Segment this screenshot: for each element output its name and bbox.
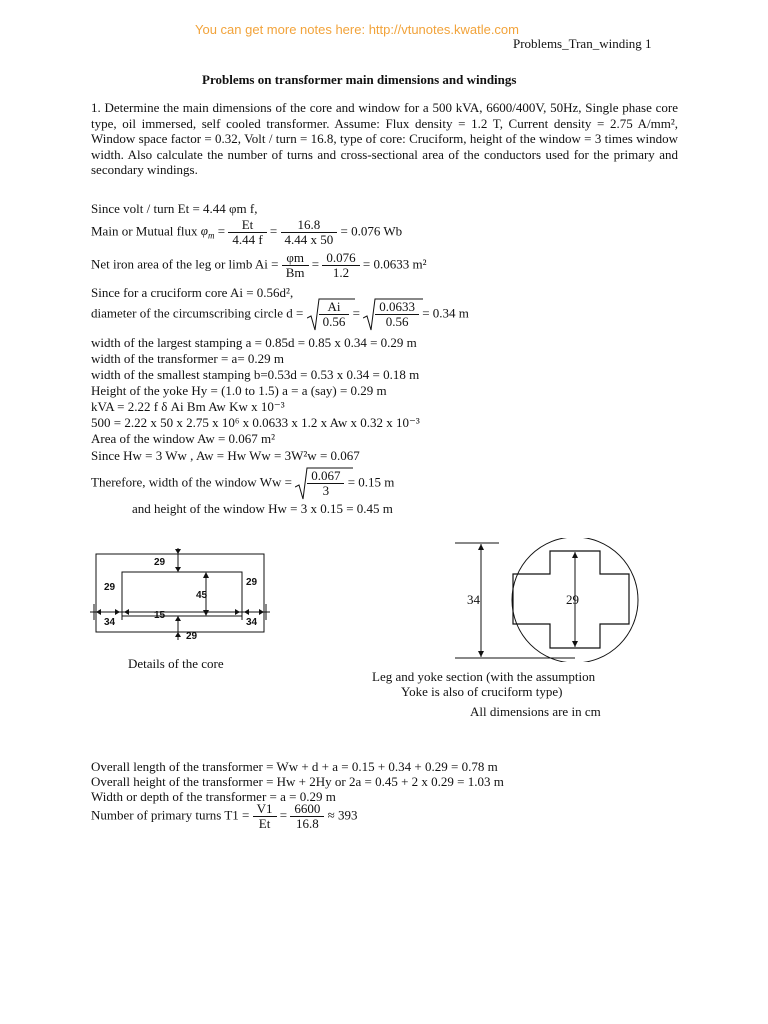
page-title: Problems on transformer main dimensions and windings (202, 72, 517, 87)
line-window-area: Area of the window Aw = 0.067 m² (91, 431, 276, 446)
core-dim-left-limb: 29 (104, 582, 116, 593)
window-height-eq: and height of the window Hw = 3 x 0.15 = 0.45 m (132, 501, 393, 516)
overall-height: Overall height of the transformer = Hw + 2Hy or 2a = 0.45 + 2 x 0.29 = 1.03 m (91, 774, 504, 789)
units-note: All dimensions are in cm (470, 704, 601, 719)
overall-length: Overall length of the transformer = Ww + d + a = 0.15 + 0.34 + 0.29 = 0.78 m (91, 759, 498, 774)
core-caption: Details of the core (128, 656, 224, 671)
promo-link[interactable]: You can get more notes here: http://vtunotes.kwatle.com (195, 22, 519, 37)
turns-frac-2: $\frac{6600}{16.8}$ (290, 802, 324, 831)
core-dim-window-width: 15 (154, 610, 166, 621)
section-caption-2: Yoke is also of cruciform type) (401, 684, 563, 699)
iron-frac-2: $\frac{0.076}{1.2}$ (322, 251, 359, 280)
line-largest-stamping: width of the largest stamping a = 0.85d = 0.85 x 0.34 = 0.29 m (91, 335, 417, 350)
flux-eq: Main or Mutual flux $\varphi_m$ = $\frac{Et}{4.44 f}$ = $\frac{16.8}{4.44 x 50}$ = 0.076 Wb (91, 217, 403, 247)
cruciform-section-diagram (455, 538, 655, 662)
line-hw-eq: Since Hw = 3 Ww , Aw = Hw Ww = 3W²w = 0.067 (91, 448, 360, 463)
core-dim-right-limb: 29 (246, 577, 258, 588)
overall-depth: Width or depth of the transformer = a = 0.29 m (91, 789, 336, 804)
sqrt-3: $\frac{0.067}{3}$ (295, 469, 344, 498)
line-500-eq: 500 = 2.22 x 50 x 2.75 x 10⁶ x 0.0633 x 1.2 x Aw x 0.32 x 10⁻³ (91, 415, 420, 430)
line-kva-eq: kVA = 2.22 f δ Ai Bm Aw Kw x 10⁻³ (91, 399, 285, 414)
section-dim-29: 29 (566, 592, 579, 607)
iron-frac-1: $\frac{\varphi m}{Bm}$ (282, 251, 309, 280)
core-dim-top-yoke: 29 (154, 557, 166, 568)
window-width-eq: Therefore, width of the window Ww = $\frac{0.067}{3}$ = 0.15 m (91, 468, 395, 498)
flux-lhs: Main or Mutual flux (91, 223, 198, 239)
core-dim-left-34: 34 (104, 617, 116, 628)
core-diagram (88, 548, 278, 648)
page-label: Problems_Tran_winding 1 (513, 36, 652, 51)
turns-frac-1: $\frac{V1}{Et}$ (253, 802, 277, 831)
iron-area-eq: Net iron area of the leg or limb Ai = $\frac{\varphi m}{Bm}$ = $\frac{0.076}{1.2}$ = 0.0633 m² (91, 250, 427, 280)
problem-statement: 1. Determine the main dimensions of the core and window for a 500 kVA, 6600/400V, 50Hz, Single phase core type, oil immersed, self cooled transformer. Assume: Flux density = 1.2 T, Current density = 2.75 A/mm², Window space factor = 0.32, Volt / turn = 16.8, type of core: Cruciform, height of the window = 3 times window width. Also calculate the number of turns and cross-sectional area of the conductors used for the primary and secondary windings. (91, 100, 678, 177)
section-caption-1: Leg and yoke section (with the assumption (372, 669, 596, 684)
flux-frac-1: $\frac{Et}{4.44 f}$ (228, 218, 266, 247)
line-transformer-width: width of the transformer = a= 0.29 m (91, 351, 285, 366)
flux-result: = 0.076 Wb (340, 223, 403, 239)
volt-turn-eq: Since volt / turn Et = 4.44 φm f, (91, 201, 258, 216)
primary-turns-eq: Number of primary turns T1 = $\frac{V1}{Et}$ = $\frac{6600}{16.8}$ ≈ 393 (91, 801, 358, 831)
core-dim-window-height: 45 (196, 590, 208, 601)
diameter-eq: diameter of the circumscribing circle d = $\frac{Ai}{0.56}$ = $\frac{0.0633}{0.56}$ = 0.34 m (91, 299, 469, 329)
flux-frac-2: $\frac{16.8}{4.44 x 50}$ (281, 218, 338, 247)
section-dim-34: 34 (467, 592, 480, 607)
line-smallest-stamping: width of the smallest stamping b=0.53d = 0.53 x 0.34 = 0.18 m (91, 367, 420, 382)
core-dim-right-34: 34 (246, 617, 258, 628)
line-yoke-height: Height of the yoke Hy = (1.0 to 1.5) a = a (say) = 0.29 m (91, 383, 387, 398)
sqrt-2: $\frac{0.0633}{0.56}$ (363, 300, 419, 329)
core-dim-bottom-yoke: 29 (186, 631, 198, 642)
cruciform-eq: Since for a cruciform core Ai = 0.56d², (91, 285, 294, 300)
sqrt-1: $\frac{Ai}{0.56}$ (307, 300, 350, 329)
